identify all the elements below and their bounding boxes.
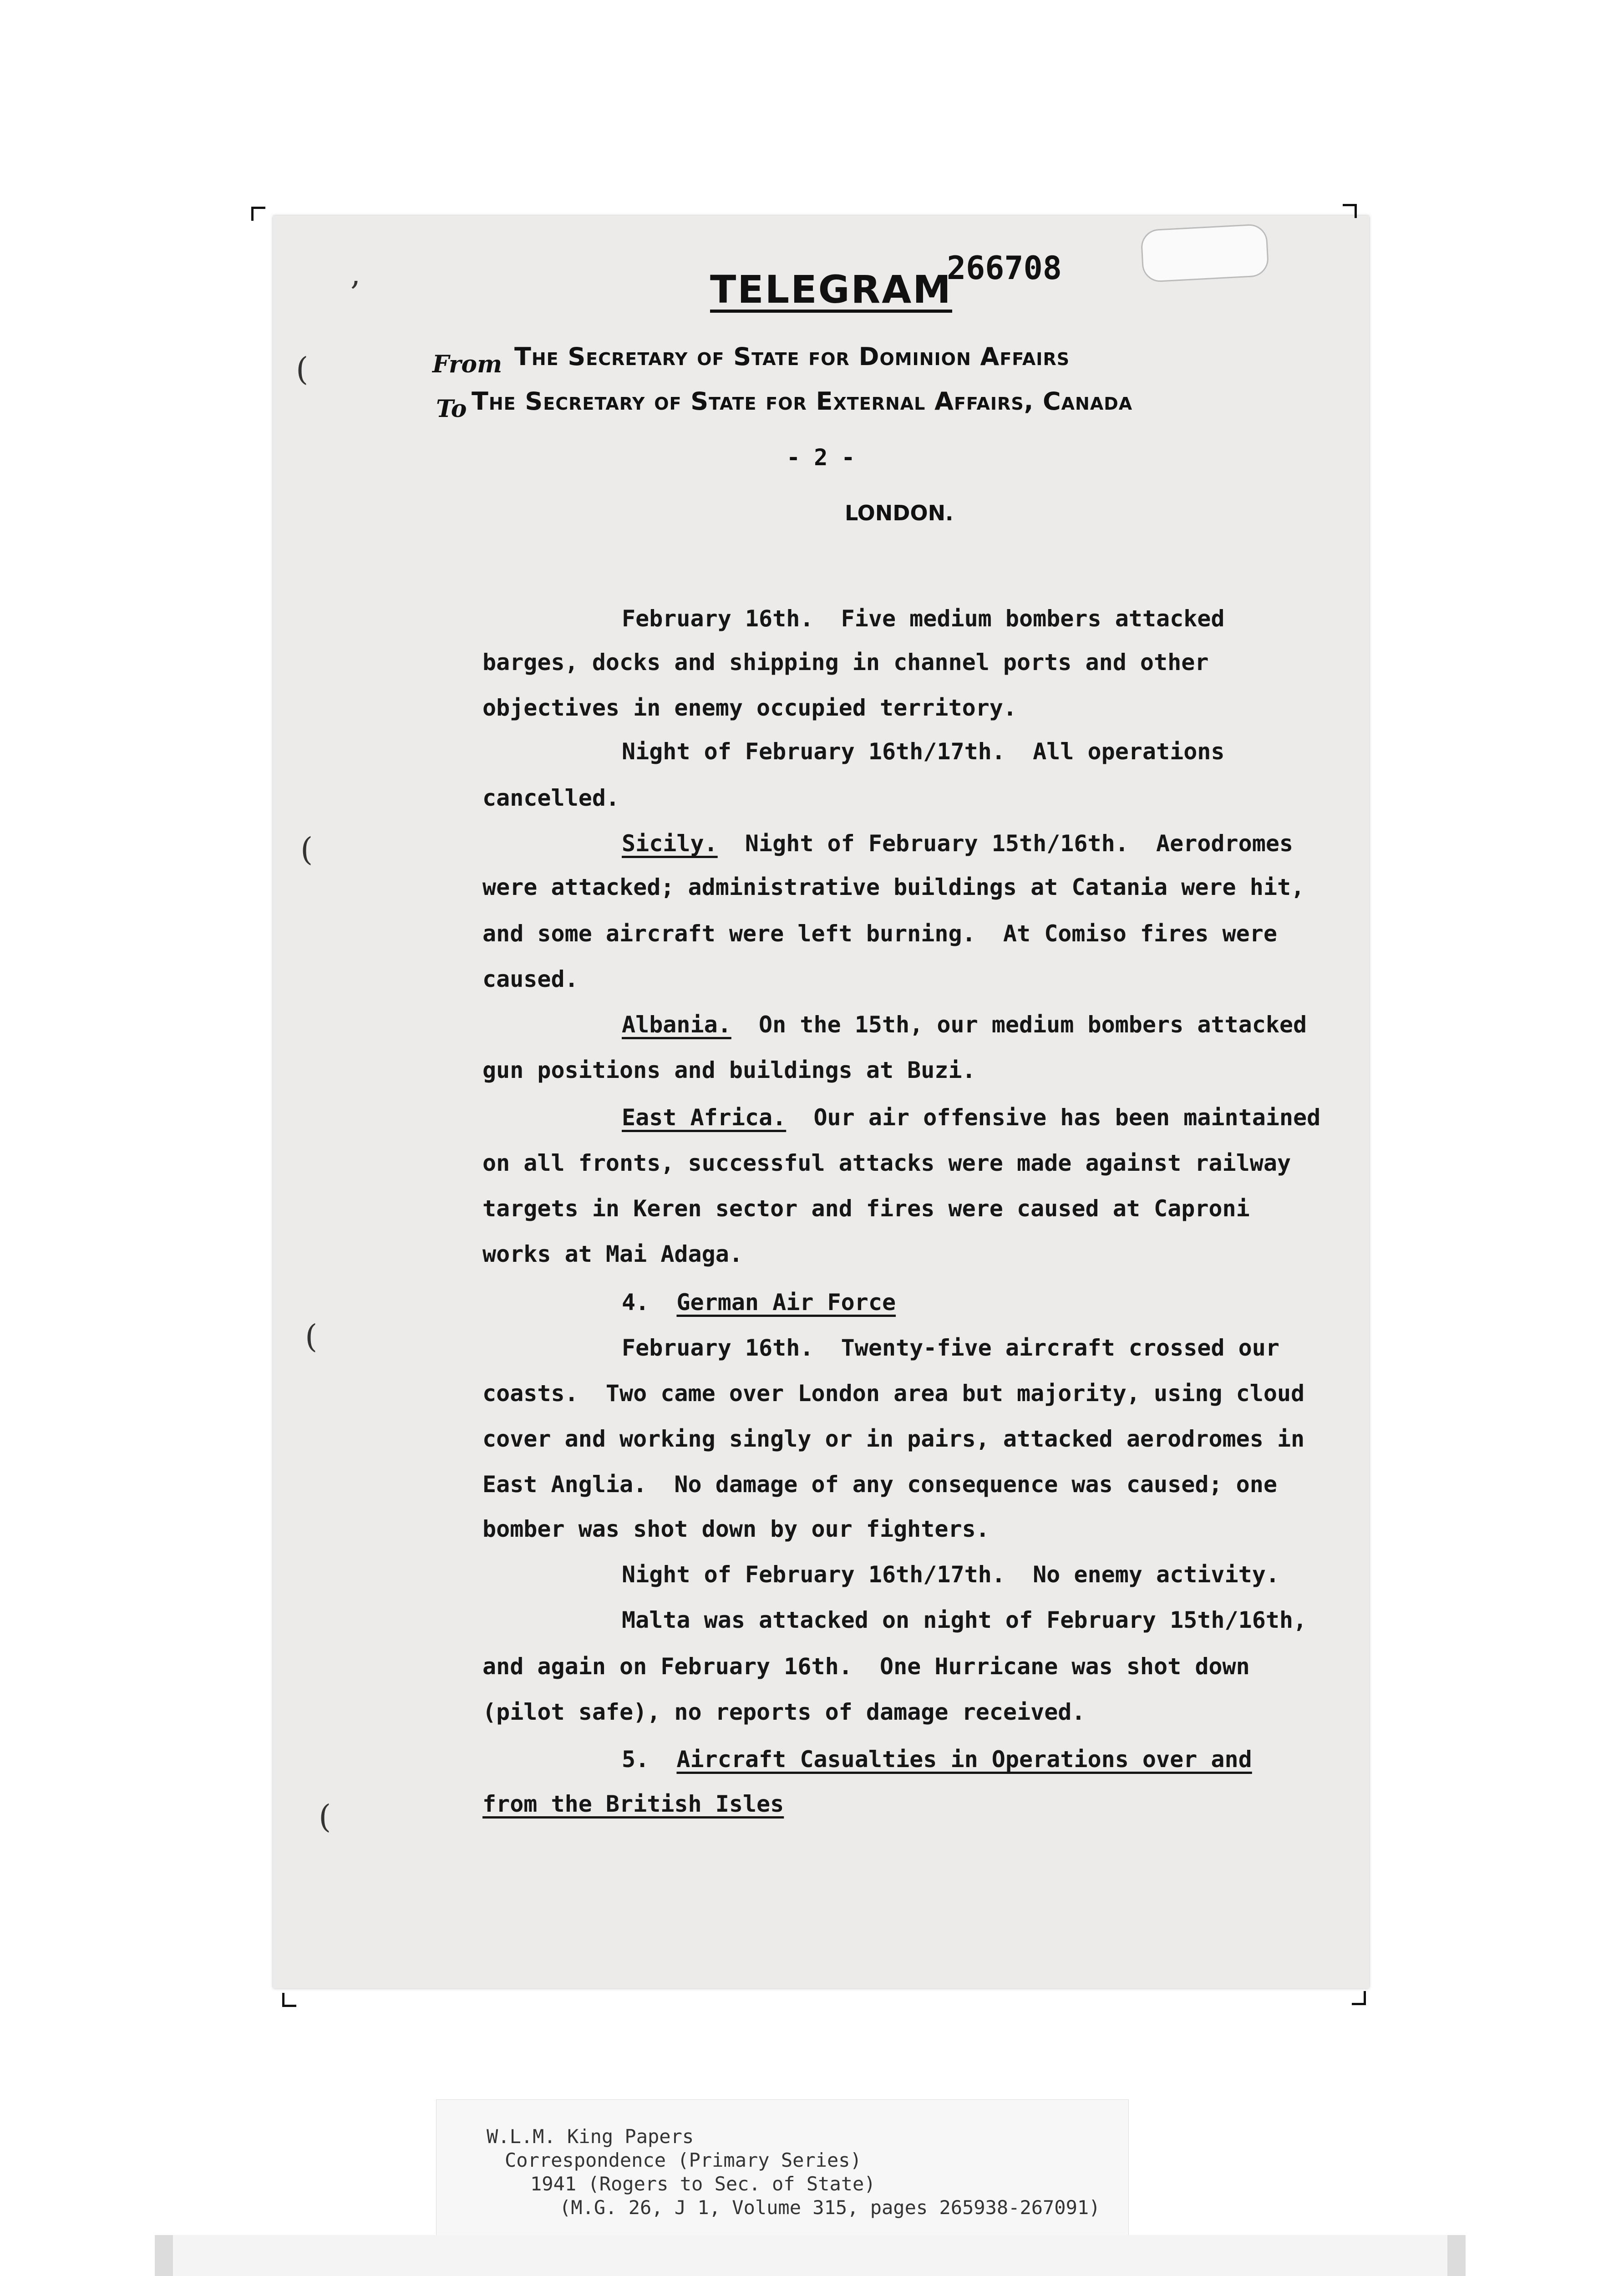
- body-line: (pilot safe), no reports of damage received.: [482, 1699, 1086, 1725]
- body-line: 4. German Air Force: [622, 1289, 896, 1316]
- body-line: Albania. On the 15th, our medium bombers attacked: [622, 1011, 1307, 1038]
- binder-hole-mark: ,: [350, 255, 361, 292]
- telegram-heading: TELEGRAM: [710, 269, 952, 313]
- body-line: coasts. Two came over London area but majority, using cloud: [482, 1380, 1305, 1407]
- stamp-edge: [1447, 2235, 1466, 2276]
- body-line: targets in Keren sector and fires were caused at Caproni: [482, 1195, 1250, 1222]
- body-line: 5. Aircraft Casualties in Operations over and: [622, 1746, 1252, 1773]
- to-text: The Secretary of State for External Affairs, Canada: [472, 387, 1133, 416]
- body-line: cancelled.: [482, 785, 620, 811]
- corner-mark-top-left: [251, 207, 265, 221]
- body-line: February 16th. Twenty-five aircraft crossed our: [622, 1335, 1279, 1361]
- corner-mark-bottom-right: [1352, 1991, 1366, 2005]
- body-line: barges, docks and shipping in channel ports and other: [482, 649, 1209, 676]
- body-line: and some aircraft were left burning. At Comiso fires were: [482, 920, 1277, 947]
- body-line: caused.: [482, 966, 579, 992]
- section-heading-german-air-force: German Air Force: [676, 1289, 896, 1316]
- to-label: To: [436, 395, 467, 423]
- body-line: on all fronts, successful attacks were made against railway: [482, 1150, 1291, 1176]
- section-heading-east-africa: East Africa.: [622, 1104, 787, 1131]
- section-heading-aircraft-casualties: Aircraft Casualties in Operations over and: [676, 1746, 1252, 1773]
- body-line: gun positions and buildings at Buzi.: [482, 1057, 976, 1083]
- body-line: were attacked; administrative buildings at Catania were hit,: [482, 874, 1305, 900]
- stamp-edge: [155, 2235, 173, 2276]
- body-line: works at Mai Adaga.: [482, 1241, 743, 1267]
- catalog-line: 1941 (Rogers to Sec. of State): [530, 2173, 876, 2195]
- section-heading-albania: Albania.: [622, 1011, 731, 1038]
- catalog-line: (M.G. 26, J 1, Volume 315, pages 265938-267091): [559, 2196, 1101, 2219]
- binder-hole-mark: (: [319, 1798, 331, 1835]
- catalog-line: W.L.M. King Papers: [487, 2125, 694, 2148]
- catalog-line: Correspondence (Primary Series): [505, 2149, 862, 2171]
- body-line: and again on February 16th. One Hurricane was shot down: [482, 1653, 1250, 1680]
- corner-mark-top-right: [1343, 204, 1357, 218]
- page-marker: - 2 -: [787, 444, 855, 471]
- binder-hole-mark: (: [296, 351, 309, 388]
- body-line: cover and working singly or in pairs, attacked aerodromes in: [482, 1426, 1305, 1452]
- archive-stamp: [155, 2235, 1466, 2276]
- place-line: LONDON.: [845, 501, 954, 525]
- body-line: East Africa. Our air offensive has been maintained: [622, 1104, 1321, 1131]
- body-line: Sicily. Night of February 15th/16th. Aerodromes: [622, 830, 1294, 857]
- body-line: Night of February 16th/17th. All operations: [622, 738, 1225, 765]
- body-line: from the British Isles: [482, 1791, 784, 1817]
- from-label: From: [432, 351, 502, 378]
- body-line: East Anglia. No damage of any consequence was caused; one: [482, 1471, 1277, 1498]
- binder-hole-mark: (: [305, 1318, 318, 1355]
- body-line: bomber was shot down by our fighters.: [482, 1516, 990, 1542]
- telegram-number: 266708: [947, 249, 1062, 287]
- binder-hole-mark: (: [300, 831, 313, 868]
- tape-residue: [1140, 224, 1269, 283]
- body-line: Night of February 16th/17th. No enemy activity.: [622, 1561, 1279, 1588]
- body-line: February 16th. Five medium bombers attacked: [622, 605, 1225, 632]
- corner-mark-bottom-left: [282, 1993, 296, 2007]
- section-heading-sicily: Sicily.: [622, 830, 718, 857]
- body-line: objectives in enemy occupied territory.: [482, 695, 1017, 721]
- from-text: The Secretary of State for Dominion Affairs: [514, 342, 1070, 371]
- body-line: Malta was attacked on night of February 15th/16th,: [622, 1607, 1307, 1633]
